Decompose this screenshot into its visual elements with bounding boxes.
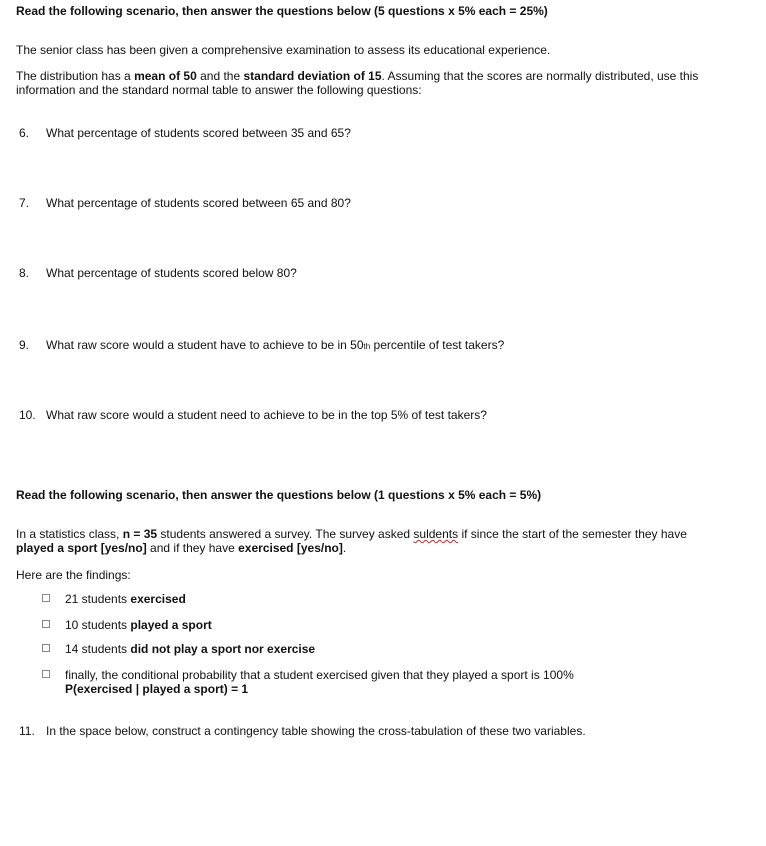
- question-text: What percentage of students scored below 80?: [46, 266, 297, 280]
- survey-text: students answered a survey. The survey asked: [157, 527, 414, 541]
- dist-text: The distribution has a: [16, 69, 135, 83]
- question-text: What percentage of students scored between 65 and 80?: [46, 196, 351, 210]
- finding-text: 14 students: [65, 642, 131, 656]
- question-number: 7.: [19, 196, 30, 210]
- survey-sport: played a sport: [16, 541, 98, 555]
- dist-text: and the: [196, 69, 244, 83]
- question-text: percentile of test takers?: [370, 338, 505, 352]
- survey-text: .: [342, 541, 347, 555]
- dist-text: . Assuming that the scores are normally distributed, use this information and the standard normal table to answer the following questions:: [16, 69, 699, 97]
- bullet-square-icon: [42, 620, 50, 628]
- survey-yesno: [yes/no]: [296, 541, 343, 555]
- finding-item: [42, 618, 212, 632]
- question-text: What raw score would a student need to achieve to be in the top 5% of test takers?: [46, 408, 487, 422]
- question-number: 11.: [19, 724, 35, 738]
- survey-paragraph: [16, 527, 706, 555]
- finding-bold: did not play a sport nor exercise: [130, 642, 316, 656]
- finding-item: [42, 668, 574, 696]
- question-number: 6.: [19, 126, 30, 140]
- bullet-square-icon: [42, 594, 50, 602]
- distribution-paragraph: [16, 69, 728, 97]
- bullet-square-icon: [42, 644, 50, 652]
- survey-yesno: [yes/no]: [100, 541, 147, 555]
- question-text: In the space below, construct a contingency table showing the cross-tabulation of these two variables.: [46, 724, 586, 738]
- misspelled-word: suldents: [413, 527, 459, 541]
- finding-text: 10 students: [65, 618, 131, 632]
- question-text: What raw score would a student have to achieve to be in 50: [46, 338, 364, 352]
- finding-bold: played a sport: [130, 618, 212, 632]
- question-6: [19, 126, 351, 140]
- section2-heading: Read the following scenario, then answer the questions below (1 questions x 5% each = 5%): [16, 488, 542, 502]
- dist-mean: mean of 50: [134, 69, 197, 83]
- question-10: [19, 408, 487, 422]
- question-9: [19, 338, 504, 352]
- finding-item: [42, 592, 186, 606]
- bullet-square-icon: [42, 670, 50, 678]
- findings-label: Here are the findings:: [16, 568, 131, 582]
- question-number: 9.: [19, 338, 30, 352]
- question-number: 8.: [19, 266, 30, 280]
- dist-sd: standard deviation of 15: [243, 69, 382, 83]
- finding-bold: exercised: [130, 592, 186, 606]
- section1-heading: Read the following scenario, then answer the questions below (5 questions x 5% each = 25%): [16, 4, 548, 18]
- question-7: [19, 196, 351, 210]
- question-number: 10.: [19, 408, 36, 422]
- survey-n: n = 35: [122, 527, 158, 541]
- question-11: [19, 724, 586, 738]
- finding-text: finally, the conditional probability that a student exercised given that they played a sport is 100%: [65, 668, 574, 682]
- intro-paragraph: The senior class has been given a comprehensive examination to assess its educational experience.: [16, 43, 551, 57]
- survey-text: and if they have: [146, 541, 239, 555]
- survey-text: In a statistics class,: [16, 527, 123, 541]
- question-8: [19, 266, 297, 280]
- finding-text: 21 students: [65, 592, 131, 606]
- conditional-probability: P(exercised | played a sport) = 1: [65, 682, 249, 696]
- survey-text: if since the start of the semester they have: [458, 527, 687, 541]
- question-text: What percentage of students scored between 35 and 65?: [46, 126, 351, 140]
- finding-item: [42, 642, 315, 656]
- survey-exercised: exercised: [238, 541, 294, 555]
- superscript-th: th: [363, 342, 371, 351]
